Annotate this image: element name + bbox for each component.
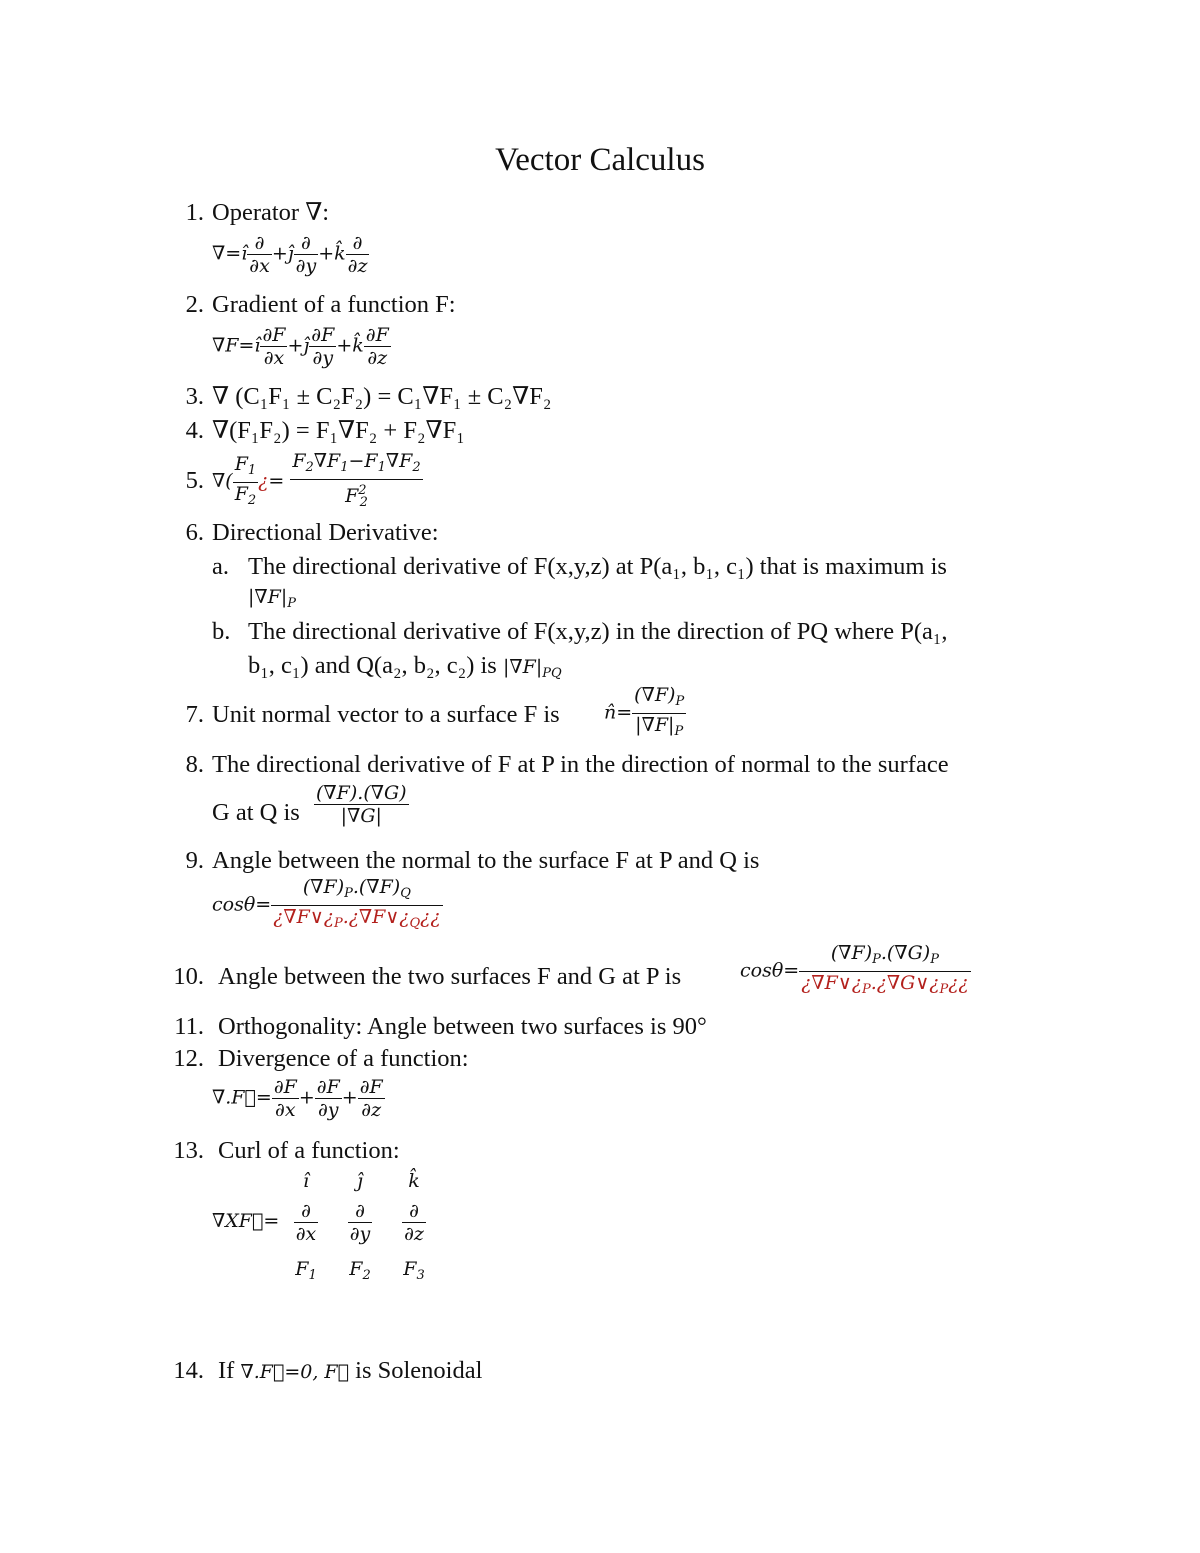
- formula-directional-normal: $\frac{(\nabla F).(\nabla G)}{|\nabla G|}$: [316, 782, 407, 827]
- item-number: 7.: [185, 701, 204, 728]
- formula-solenoidal: ∇.F⃗=0, F⃗: [240, 1361, 350, 1383]
- item-number: 5.: [185, 467, 204, 494]
- item-number: 13.: [173, 1137, 204, 1164]
- item-text: is Solenoidal: [355, 1357, 483, 1384]
- item-number: 8.: [185, 751, 204, 778]
- item-number: 12.: [173, 1045, 204, 1072]
- item-number: 3.: [185, 383, 204, 410]
- item-number: 10.: [173, 963, 204, 990]
- matrix-cell: $\frac{\partial}{\partial z}$: [404, 1200, 424, 1245]
- matrix-cell: î: [302, 1170, 310, 1192]
- item-text: Unit normal vector to a surface F is: [212, 701, 560, 728]
- item-text: ∇(F₁F₂) = F₁∇F₂ + F₂∇F₁: [212, 417, 465, 444]
- formula-operator-nabla: ∇=î $\frac{\partial}{\partial x}$ +ĵ $\frac{\partial}{\partial y}$ +k̂ $\frac{\partial}{\partial z}$: [212, 232, 368, 277]
- item-text: Curl of a function:: [218, 1137, 400, 1164]
- item-number: 6.: [185, 519, 204, 546]
- item-text: Directional Derivative:: [212, 519, 439, 546]
- formula-divergence: ∇.F⃗= $\frac{\partial F}{\partial x}$ + $\frac{\partial F}{\partial y}$ + $\frac{\partial F}{\partial z}$: [212, 1076, 383, 1121]
- item-6b-cont: [248, 651, 562, 689]
- formula-quotient-rule: ∇( $\frac{F_1}{F_2}$ ¿= $\frac{F_2\nabla F_1-F_1\nabla F_2}{F^2_2}$: [212, 450, 421, 510]
- sub-item-text: The directional derivative of F(x,y,z) at P(a₁, b₁, c₁) that is maximum is: [248, 553, 947, 580]
- item-text: Divergence of a function:: [218, 1045, 469, 1072]
- matrix-cell: $F_1$: [295, 1258, 317, 1283]
- matrix-cell: $\frac{\partial}{\partial y}$: [349, 1200, 371, 1245]
- item-text: Orthogonality: Angle between two surfaces is 90°: [218, 1013, 707, 1040]
- item-number: 4.: [185, 417, 204, 444]
- item-number: 11.: [174, 1013, 204, 1040]
- formula-angle-surfaces: cosθ= $\frac{(\nabla F)_P.(\nabla G)_P}{¿\nabla F\vee¿_P.¿\nabla G\vee¿_P¿¿}$: [740, 942, 969, 997]
- item-8-cont: [212, 798, 300, 828]
- formula-unit-normal: n̂= $\frac{(\nabla F)_P}{|\nabla F|_P}$: [604, 684, 685, 739]
- sub-item-text: The directional derivative of F(x,y,z) in the direction of PQ where P(a₁,: [248, 618, 948, 645]
- matrix-cell: ĵ: [357, 1170, 363, 1192]
- item-text: Operator ∇:: [212, 199, 330, 226]
- page-title: Vector Calculus: [495, 142, 705, 178]
- formula-gradient: ∇F=î $\frac{\partial F}{\partial x}$ +ĵ $\frac{\partial F}{\partial y}$ +k̂ $\frac{\partial F}{\partial z}$: [212, 324, 389, 369]
- matrix-cell: $F_3$: [403, 1258, 425, 1283]
- item-number: 1.: [185, 199, 204, 226]
- sub-item-letter: a.: [212, 553, 229, 580]
- sub-item-text: b₁, c₁) and Q(a₂, b₂, c₂) is: [248, 652, 497, 679]
- formula-curl-lhs: ∇XF⃗=: [212, 1210, 280, 1232]
- formula-grad-magnitude-p: $|\nabla F|_P$: [248, 586, 297, 611]
- sub-item-letter: b.: [212, 618, 231, 645]
- item-text: If: [218, 1357, 235, 1384]
- item-text: ∇ (C₁F₁ ± C₂F₂) = C₁∇F₁ ± C₂∇F₂: [212, 383, 552, 410]
- item-text: G at Q is: [212, 799, 300, 826]
- item-number: 2.: [185, 291, 204, 318]
- item-number: 14.: [173, 1357, 204, 1384]
- matrix-cell: $F_2$: [349, 1258, 371, 1283]
- item-text: Angle between the normal to the surface F at P and Q is: [212, 847, 760, 874]
- item-text: The directional derivative of F at P in the direction of normal to the surface: [212, 751, 949, 778]
- item-number: 9.: [185, 847, 204, 874]
- item-14-line: [218, 1356, 482, 1387]
- formula-grad-magnitude-pq: $|\nabla F|_{PQ}$: [502, 656, 562, 681]
- item-text: Gradient of a function F:: [212, 291, 456, 318]
- matrix-cell: $\frac{\partial}{\partial x}$: [295, 1200, 317, 1245]
- curl-determinant: [284, 1170, 444, 1290]
- matrix-cell: k̂: [408, 1170, 420, 1192]
- formula-angle-normals: cosθ= $\frac{(\nabla F)_P.(\nabla F)_Q}{¿\nabla F\vee¿_P.¿\nabla F\vee¿_Q¿¿}$: [212, 876, 441, 931]
- item-text: Angle between the two surfaces F and G at P is: [218, 963, 682, 990]
